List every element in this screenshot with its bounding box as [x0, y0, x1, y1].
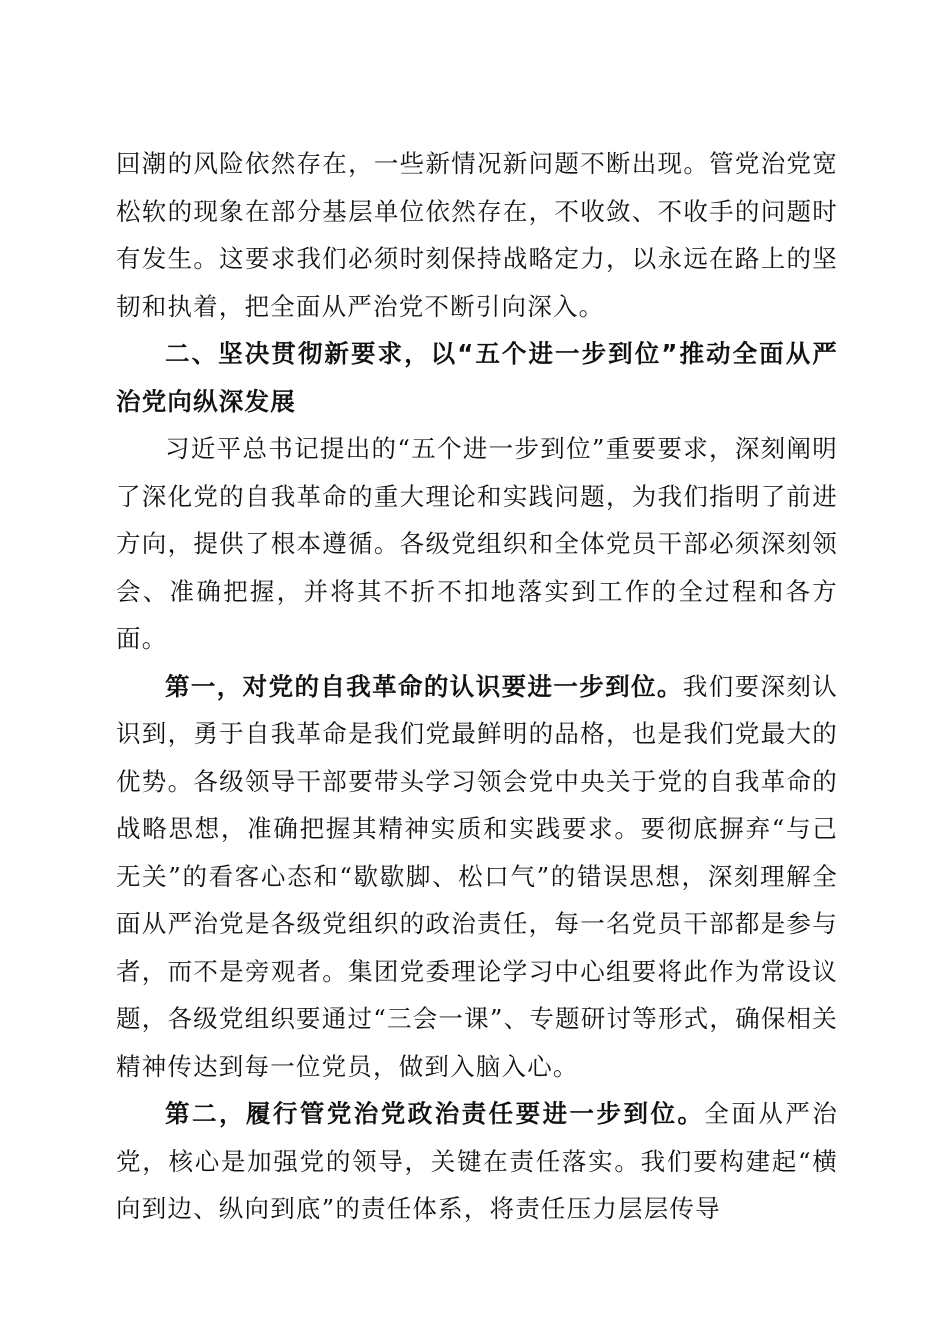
paragraph-point-2 — [116, 1090, 838, 1233]
point-2-body: 全面从严治党，核心是加强党的领导，关键在责任落实。我们要构建起“横向到边、纵向到底”的责任体系，将责任压力层层传导 — [116, 1099, 839, 1223]
paragraph-point-1 — [116, 663, 838, 1091]
document-body — [116, 140, 838, 1233]
point-1-lead: 第一，对党的自我革命的认识要进一步到位。 — [165, 671, 683, 701]
paragraph-continuation: 回潮的风险依然存在，一些新情况新问题不断出现。管党治党宽松软的现象在部分基层单位依然存在，不收敛、不收手的问题时有发生。这要求我们必须时刻保持战略定力，以永远在路上的坚韧和执着，把全面从严治党不断引向深入。 — [116, 149, 838, 321]
point-2-lead: 第二，履行管党治党政治责任要进一步到位。 — [165, 1099, 705, 1128]
point-1-body: 我们要深刻认识到，勇于自我革命是我们党最鲜明的品格，也是我们党最大的优势。各级领导干部要带头学习领会党中央关于党的自我革命的战略思想，准确把握其精神实质和实践要求。要彻底摒弃“与己无关”的看客心态和“歇歇脚、松口气”的错误思想，深刻理解全面从严治党是各级党组织的政治责任，每一名党员干部都是参与者，而不是旁观者。集团党委理论学习中心组要将此作为常设议题，各级党组织要通过“三会一课”、专题研讨等形式，确保相关精神传达到每一位党员，做到入脑入心。 — [116, 671, 839, 1081]
paragraph-intro: 习近平总书记提出的“五个进一步到位”重要要求，深刻阐明了深化党的自我革命的重大理论和实践问题，为我们指明了前进方向，提供了根本遵循。各级党组织和全体党员干部必须深刻领会、准确把握，并将其不折不扣地落实到工作的全过程和各方面。 — [116, 434, 838, 653]
section-heading: 二、坚决贯彻新要求，以“五个进一步到位”推动全面从严治党向纵深发展 — [116, 339, 838, 416]
